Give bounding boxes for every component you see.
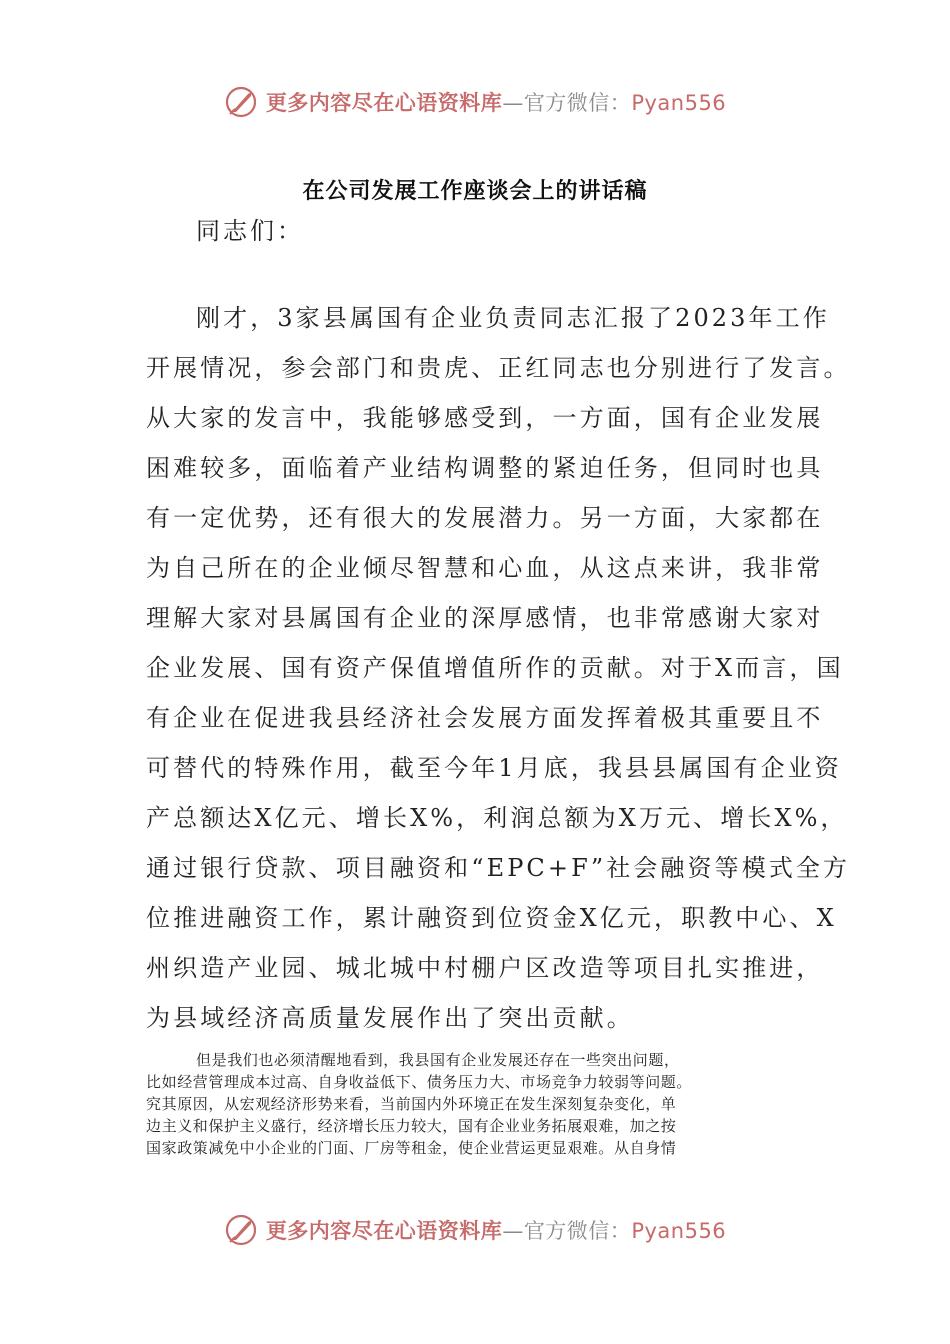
watermark-separator: —	[502, 91, 524, 115]
paragraph-line: 产总额达X亿元、增长X%，利润总额为X万元、增长X%，	[146, 804, 848, 832]
salutation: 同志们：	[196, 217, 304, 245]
paragraph-line: 州织造产业园、城北城中村棚户区改造等项目扎实推进，	[146, 954, 824, 982]
paragraph-line: 边主义和保护主义盛行，经济增长压力较大，国有企业业务拓展艰难，加之按	[146, 1117, 677, 1135]
paragraph-line: 理解大家对县属国有企业的深厚感情，也非常感谢大家对	[146, 604, 824, 632]
watermark-main: 更多内容尽在心语资料库	[265, 91, 503, 115]
paragraph-line: 企业发展、国有资产保值增值所作的贡献。对于X而言，国	[146, 654, 844, 682]
paragraph-line: 位推进融资工作，累计融资到位资金X亿元，职教中心、X	[146, 904, 837, 932]
quill-pen-logo-icon	[224, 1213, 258, 1247]
watermark-footer	[0, 1206, 950, 1254]
watermark-main: 更多内容尽在心语资料库	[265, 1219, 503, 1243]
paragraph-main	[146, 300, 851, 1050]
paragraph-line: 为自己所在的企业倾尽智慧和心血，从这点来讲，我非常	[146, 554, 824, 582]
paragraph-secondary	[146, 1049, 816, 1159]
paragraph-line: 有企业在促进我县经济社会发展方面发挥着极其重要且不	[146, 704, 824, 732]
paragraph-line: 为县域经济高质量发展作出了突出贡献。	[146, 1004, 634, 1032]
watermark-id: Pyan556	[631, 1219, 727, 1243]
paragraph-line: 从大家的发言中，我能够感受到，一方面，国有企业发展	[146, 404, 824, 432]
paragraph-line: 困难较多，面临着产业结构调整的紧迫任务，但同时也具	[146, 454, 824, 482]
paragraph-line: 开展情况，参会部门和贵虎、正红同志也分别进行了发言。	[146, 354, 851, 382]
watermark-separator: —	[502, 1219, 524, 1243]
paragraph-line: 比如经营管理成本过高、自身收益低下、债务压力大、市场竞争力较弱等问题。	[146, 1073, 693, 1091]
watermark-official: 官方微信：	[523, 1219, 632, 1243]
paragraph-line: 究其原因，从宏观经济形势来看，当前国内外环境正在发生深刻复杂变化，单	[146, 1095, 677, 1113]
paragraph-line: 国家政策减免中小企业的门面、厂房等租金，使企业营运更显艰难。从自身情	[146, 1139, 677, 1157]
paragraph-line: 有一定优势，还有很大的发展潜力。另一方面，大家都在	[146, 504, 824, 532]
watermark-text	[266, 1215, 726, 1245]
paragraph-line: 但是我们也必须清醒地看到，我县国有企业发展还存在一些突出问题，	[196, 1051, 680, 1069]
watermark-id: Pyan556	[631, 91, 727, 115]
watermark-text	[266, 87, 726, 117]
paragraph-line: 刚才，3家县属国有企业负责同志汇报了2023年工作	[196, 304, 830, 332]
watermark-official: 官方微信：	[523, 91, 632, 115]
watermark-header	[0, 78, 950, 126]
document-title: 在公司发展工作座谈会上的讲话稿	[302, 179, 648, 204]
paragraph-line: 通过银行贷款、项目融资和“EPC+F”社会融资等模式全方	[146, 854, 851, 882]
quill-pen-logo-icon	[224, 85, 258, 119]
paragraph-line: 可替代的特殊作用，截至今年1月底，我县县属国有企业资	[146, 754, 842, 782]
